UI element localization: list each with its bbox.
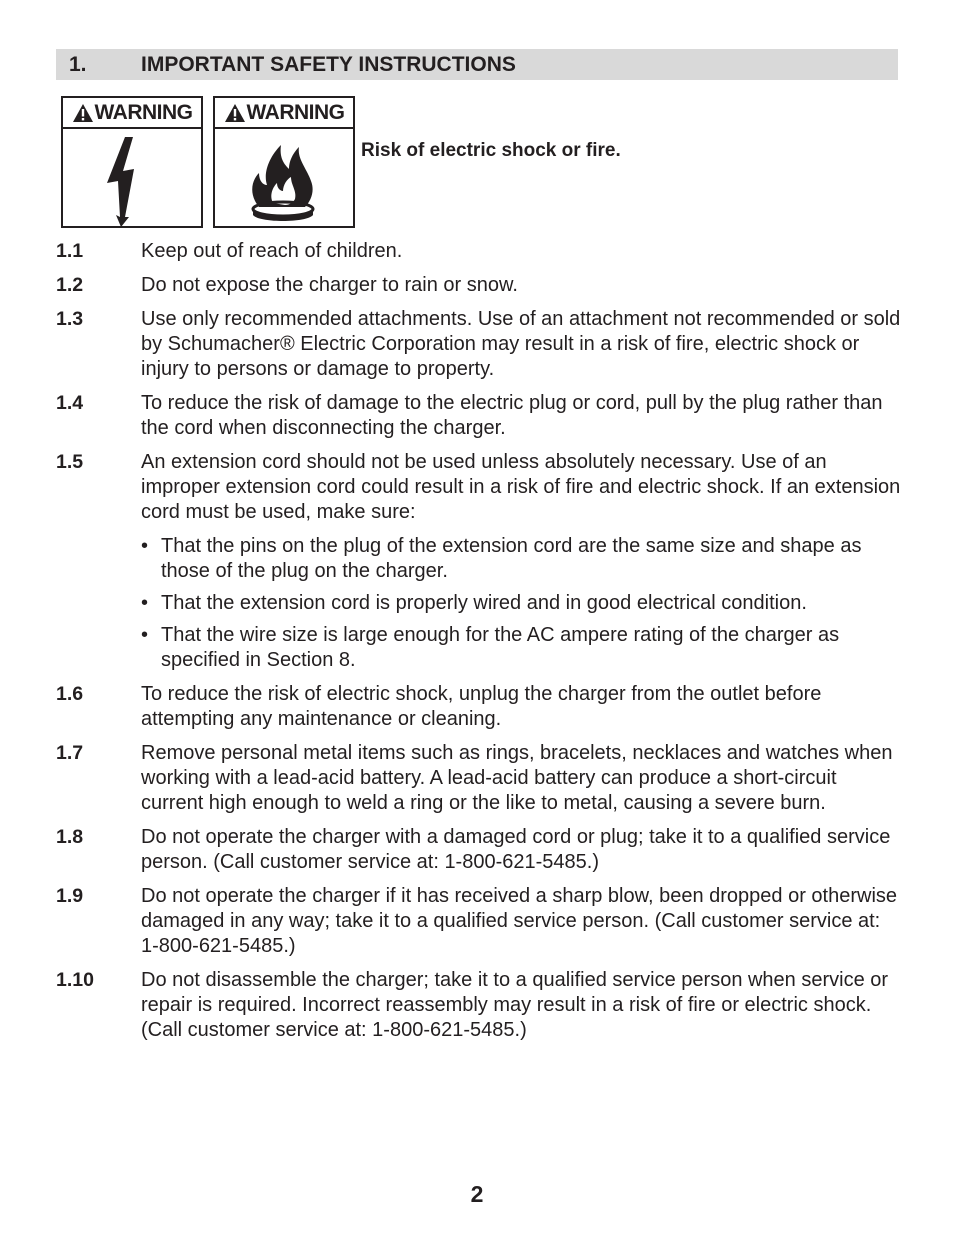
- list-item: 1.1 Keep out of reach of children.: [56, 240, 403, 262]
- list-item: 1.3 Use only recommended attachments. Use of an attachment not recommended or sold by Schumacher® Electric Corporation may result in a risk of fire, electric shock or injury to persons or damage to property.: [56, 308, 901, 380]
- risk-statement: Risk of electric shock or fire.: [361, 140, 621, 161]
- lightning-icon: [63, 129, 201, 226]
- bullet-item: • That the extension cord is properly wired and in good electrical condition.: [141, 592, 807, 614]
- page-number: 2: [470, 1181, 484, 1207]
- list-item: 1.2 Do not expose the charger to rain or snow.: [56, 274, 518, 296]
- list-item: 1.6 To reduce the risk of electric shock, unplug the charger from the outlet before attempting any maintenance or cleaning.: [56, 683, 822, 730]
- sub-bullet-list: [141, 534, 902, 673]
- warning-triangle-icon: [72, 103, 94, 123]
- warning-triangle-icon: [224, 103, 246, 123]
- section-title: IMPORTANT SAFETY INSTRUCTIONS: [141, 53, 516, 76]
- warning-label: WARNING: [215, 98, 353, 129]
- bullet-item: • That the pins on the plug of the extension cord are the same size and shape as those of the plug on the charger.: [141, 535, 862, 582]
- warning-label: WARNING: [63, 98, 201, 129]
- list-item: 1.4 To reduce the risk of damage to the electric plug or cord, pull by the plug rather than the cord when disconnecting the charger.: [56, 392, 883, 439]
- instruction-list: [56, 239, 902, 1052]
- section-number: 1.: [69, 53, 87, 76]
- fire-icon: [215, 129, 353, 226]
- warning-box-fire: [213, 96, 355, 228]
- list-item: 1.7 Remove personal metal items such as rings, bracelets, necklaces and watches when working with a lead-acid battery. A lead-acid battery can produce a short-circuit current high enough to weld a ring or the like to metal, causing a severe burn.: [56, 742, 893, 814]
- list-item: 1.8 Do not operate the charger with a damaged cord or plug; take it to a qualified service person. (Call customer service at: 1-800-621-5485.): [56, 826, 891, 873]
- warning-box-shock: [61, 96, 203, 228]
- list-item: 1.5 An extension cord should not be used unless absolutely necessary. Use of an improper extension cord could result in a risk of fire and electric shock. If an extension cord must be used, make sure: • That the pins on the plug of the extension cord are the same size and shape as those of the plug on the charger. • That the extension cord is properly wired and in good electrical condition. • That the wire size is large enough for the AC ampere rating of the charger as specified in Section 8.: [56, 451, 901, 671]
- section-header: [56, 49, 898, 80]
- list-item: 1.10 Do not disassemble the charger; take it to a qualified service person when service or repair is required. Incorrect reassembly may result in a risk of fire or electric shock. (Call customer service at: 1-800-621-5485.): [56, 969, 889, 1041]
- list-item: 1.9 Do not operate the charger if it has received a sharp blow, been dropped or otherwise damaged in any way; take it to a qualified service person. (Call customer service at: 1-800-621-5485.): [56, 885, 898, 957]
- bullet-item: • That the wire size is large enough for the AC ampere rating of the charger as specified in Section 8.: [141, 624, 840, 671]
